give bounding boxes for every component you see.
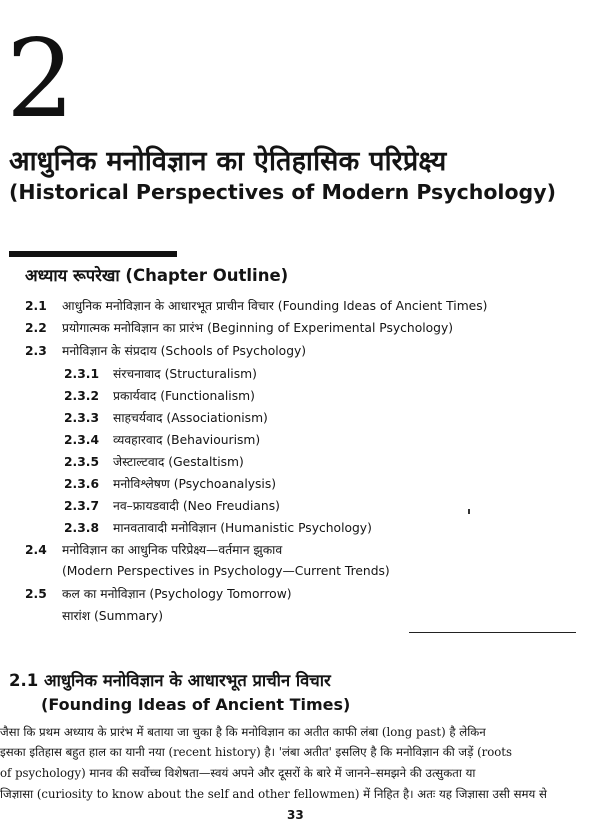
outline-item-text: संरचनावाद (Structuralism) (113, 367, 257, 381)
outline-item-number: 2.3.3 (64, 411, 100, 425)
outline-item-number: 2.3.7 (64, 499, 100, 513)
outline-item-text: प्रयोगात्मक मनोविज्ञान का प्रारंभ (Beginning of Experimental Psychology) (62, 321, 454, 335)
outline-item-number: 2.4 (25, 543, 47, 557)
outline-item-number: 2.3.1 (64, 367, 100, 381)
stray-mark (468, 509, 470, 514)
outline-item-number: 2.1 (25, 299, 47, 313)
outline-end-rule (409, 632, 576, 633)
outline-item-number: 2.3.5 (64, 455, 100, 469)
outline-item-text: कल का मनोविज्ञान (Psychology Tomorrow) (62, 587, 292, 601)
outline-heading: अध्याय रूपरेखा (Chapter Outline) (25, 266, 289, 285)
paragraph-line: जिज्ञासा (curiosity to know about the self and other fellowmen) में निहित है। अतः यह जिज्ञासा उसी समय से (0, 787, 547, 801)
outline-item-number: 2.2 (25, 321, 47, 335)
outline-item-number: 2.3 (25, 344, 47, 358)
paragraph-line: of psychology) मानव की सर्वोच्च विशेषता—स्वयं अपने और दूसरों के बारे में जानने–समझने की उत्सुकता या (0, 766, 476, 780)
paragraph-line: इसका इतिहास बहुत हाल का यानी नया (recent history) है। 'लंबा अतीत' इसलिए है कि मनोविज्ञान की जड़ें (roots (0, 745, 512, 759)
outline-item-text: (Modern Perspectives in Psychology—Current Trends) (62, 564, 390, 578)
page-number: 33 (287, 808, 304, 822)
outline-item-text: मनोविज्ञान के संप्रदाय (Schools of Psychology) (62, 344, 307, 358)
outline-item-text: प्रकार्यवाद (Functionalism) (113, 389, 255, 403)
outline-item-number: 2.5 (25, 587, 47, 601)
outline-item-text: मनोविज्ञान का आधुनिक परिप्रेक्ष्य—वर्तमान झुकाव (62, 543, 283, 557)
outline-item-text: मनोविश्लेषण (Psychoanalysis) (113, 477, 277, 491)
chapter-title-english: (Historical Perspectives of Modern Psychology) (9, 180, 556, 204)
section-heading-hindi: 2.1 आधुनिक मनोविज्ञान के आधारभूत प्राचीन विचार (9, 671, 331, 690)
chapter-number: 2 (6, 17, 75, 142)
chapter-title-hindi: आधुनिक मनोविज्ञान का ऐतिहासिक परिप्रेक्ष्य (9, 146, 447, 177)
outline-item-text: व्यवहारवाद (Behaviourism) (113, 433, 261, 447)
outline-item-number: 2.3.4 (64, 433, 100, 447)
outline-item-number: 2.3.8 (64, 521, 100, 535)
outline-item-text: आधुनिक मनोविज्ञान के आधारभूत प्राचीन विचार (Founding Ideas of Ancient Times) (62, 299, 488, 313)
outline-item-text: मानवतावादी मनोविज्ञान (Humanistic Psychology) (113, 521, 372, 535)
outline-item-text: नव–फ्रायडवादी (Neo Freudians) (113, 499, 280, 513)
outline-item-text: सारांश (Summary) (62, 609, 164, 623)
section-heading-english: (Founding Ideas of Ancient Times) (41, 695, 351, 714)
outline-item-text: जेस्टाल्टवाद (Gestaltism) (113, 455, 244, 469)
outline-item-number: 2.3.2 (64, 389, 100, 403)
paragraph-line: जैसा कि प्रथम अध्याय के प्रारंभ में बताया जा चुका है कि मनोविज्ञान का अतीत काफी लंबा (long past) है लेकिन (0, 725, 486, 739)
outline-item-number: 2.3.6 (64, 477, 100, 491)
outline-rule (9, 251, 177, 257)
outline-item-text: साहचर्यवाद (Associationism) (113, 411, 268, 425)
